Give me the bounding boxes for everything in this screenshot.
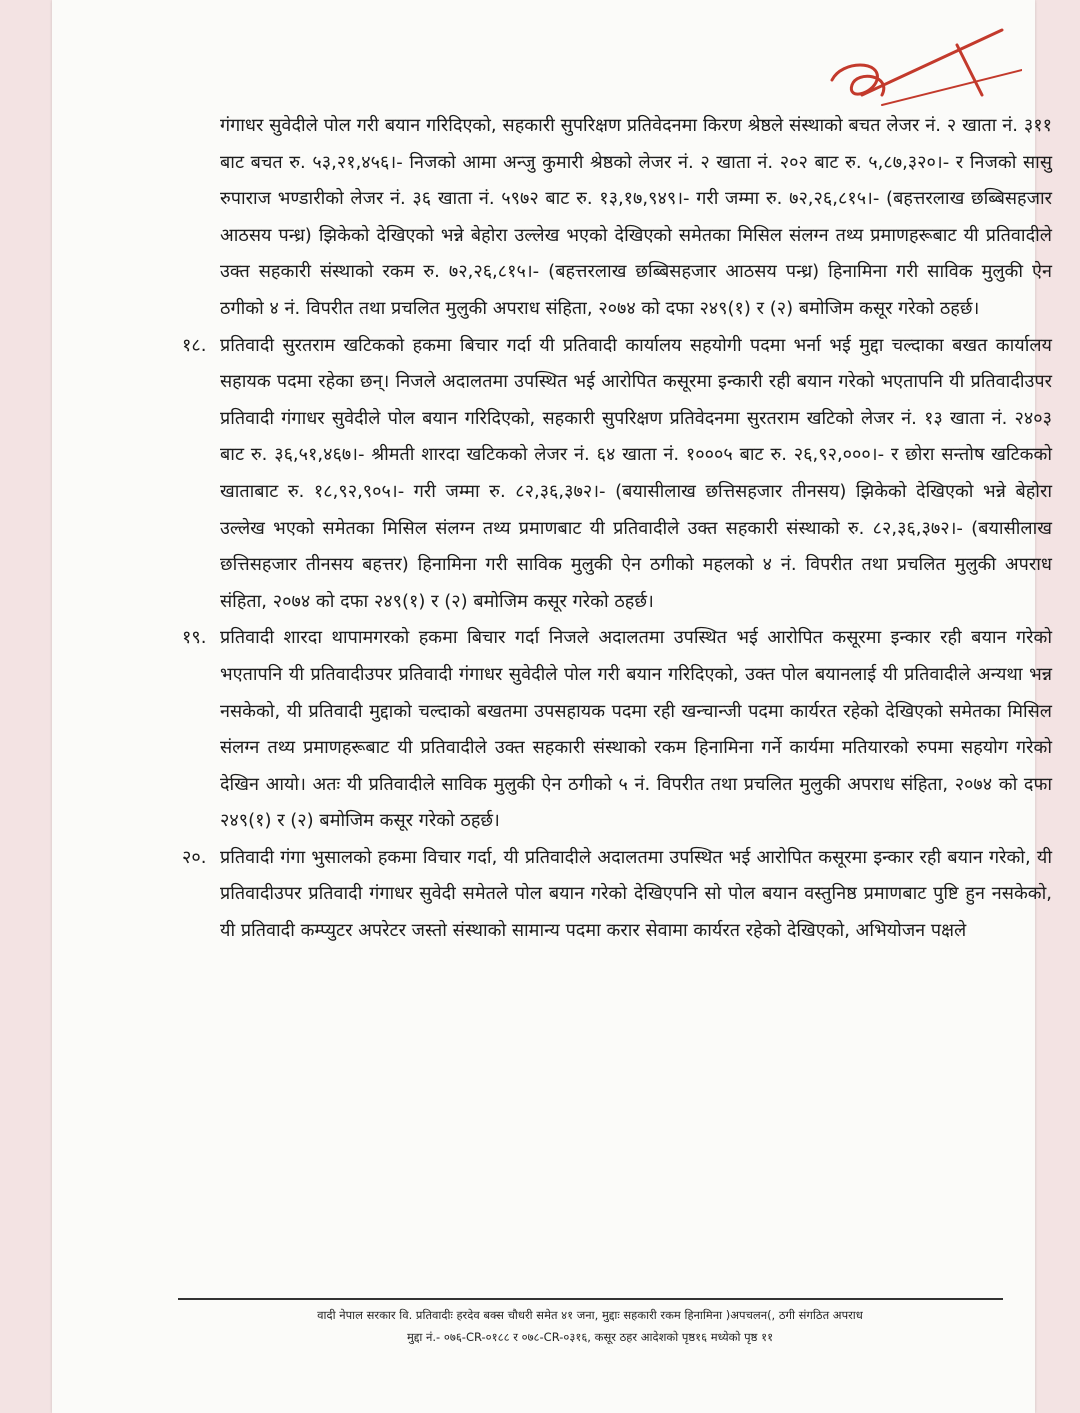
paragraph-text: प्रतिवादी गंगा भुसालको हकमा विचार गर्दा, यी प्रतिवादीले अदालतमा उपस्थित भई आरोपित कसूरमा इन्कार रही बयान गरेको, यी प्रतिवादीउपर प्रतिवादी गंगाधर सुवेदी समेतले पोल बयान गरेको देखिएपनि सो पोल बयान वस्तुनिष्ठ प्रमाणबाट पुष्टि हुन नसकेको, यी प्रतिवादी कम्प्युटर अपरेटर जस्तो संस्थाको सामान्य पदमा करार सेवामा कार्यरत रहेको देखिएको, अभियोजन पक्षले: [220, 846, 1052, 942]
footer-case-parties: वादी नेपाल सरकार वि. प्रतिवादीः हरदेव बक्स चौधरी समेत ४१ जना, मुद्दाः सहकारी रकम हिनामिना )अपचलन(, ठगी संगठित अपराध: [317, 1308, 863, 1322]
paragraph-18: [172, 328, 1052, 621]
signature-mark: [822, 20, 1022, 120]
paragraph-text: प्रतिवादी सुरतराम खटिकको हकमा बिचार गर्दा यी प्रतिवादी कार्यालय सहयोगी पदमा भर्ना भई मुद्दा चल्दाका बखत कार्यालय सहायक पदमा रहेका छन्। निजले अदालतमा उपस्थित भई आरोपित कसूरमा इन्कारी रही बयान गरेको भएतापनि यी प्रतिवादीउपर प्रतिवादी गंगाधर सुवेदीले पोल बयान गरिदिएको, सहकारी सुपरिक्षण प्रतिवेदनमा सुरतराम खटिको लेजर नं. १३ खाता नं. २४०३ बाट रु. ३६,५१,४६७।- श्रीमती शारदा खटिकको लेजर नं. ६४ खाता नं. १०००५ बाट रु. २६,९२,०००।- र छोरा सन्तोष खटिकको खाताबाट रु. १८,९२,९०५।- गरी जम्मा रु. ८२,३६,३७२।- (बयासीलाख छत्तिसहजार तीनसय) झिकेको देखिएको भन्ने बेहोरा उल्लेख भएको समेतका मिसिल संलग्न तथ्य प्रमाणबाट यी प्रतिवादीले उक्त सहकारी संस्थाको रु. ८२,३६,३७२।- (बयासीलाख छत्तिसहजार तीनसय बहत्तर) हिनामिना गरी साविक मुलुकी ऐन ठगीको महलको ४ नं. विपरीत तथा प्रचलित मुलुकी अपराध संहिता, २०७४ को दफा २४९(१) र (२) बमोजिम कसूर गरेको ठहर्छ।: [220, 334, 1052, 612]
paragraph-19: [172, 620, 1052, 840]
paragraph-20: [172, 840, 1052, 950]
paragraph-text: प्रतिवादी शारदा थापामगरको हकमा बिचार गर्दा निजले अदालतमा उपस्थित भई आरोपित कसूरमा इन्कार रही बयान गरेको भएतापनि यी प्रतिवादीउपर प्रतिवादी गंगाधर सुवेदीले पोल गरी बयान गरिदिएको, उक्त पोल बयानलाई यी प्रतिवादीले अन्यथा भन्न नसकेको, यी प्रतिवादी मुद्दाको चल्दाको बखतमा उपसहायक पदमा रही खन्चान्जी पदमा कार्यरत रहेको देखिएको समेतका मिसिल संलग्न तथ्य प्रमाणहरूबाट यी प्रतिवादीले उक्त सहकारी संस्थाको रकम हिनामिना गर्ने कार्यमा मतियारको रुपमा सहयोग गरेको देखिन आयो। अतः यी प्रतिवादीले साविक मुलुकी ऐन ठगीको ५ नं. विपरीत तथा प्रचलित मुलुकी अपराध संहिता, २०७४ को दफा २४९(१) र (२) बमोजिम कसूर गरेको ठहर्छ।: [220, 627, 1052, 832]
paragraph-number: २०.: [182, 846, 207, 868]
footer-case-number: मुद्दा नं.- ०७६-CR-०१८८ र ०७८-CR-०३१६, कसूर ठहर आदेशको पृष्ठ१६ मध्येको पृष्ठ ११: [406, 1330, 774, 1344]
paragraph-number: १९.: [182, 627, 207, 649]
paragraph-number: १८.: [182, 334, 207, 356]
page-footer: [180, 1304, 1000, 1348]
intro-paragraph: गंगाधर सुवेदीले पोल गरी बयान गरिदिएको, सहकारी सुपरिक्षण प्रतिवेदनमा किरण श्रेष्ठले संस्थाको बचत लेजर नं. २ खाता नं. ३११ बाट बचत रु. ५३,२१,४५६।- निजको आमा अन्जु कुमारी श्रेष्ठको लेजर नं. २ खाता नं. २०२ बाट रु. ५,८७,३२०।- र निजको सासु रुपाराज भण्डारीको लेजर नं. ३६ खाता नं. ५९७२ बाट रु. १३,१७,९४९।- गरी जम्मा रु. ७२,२६,८१५।- (बहत्तरलाख छब्बिसहजार आठसय पन्ध्र) झिकेको देखिएको भन्ने बेहोरा उल्लेख भएको देखिएको समेतका मिसिल संलग्न तथ्य प्रमाणहरूबाट यी प्रतिवादीले उक्त सहकारी संस्थाको रकम रु. ७२,२६,८१५।- (बहत्तरलाख छब्बिसहजार आठसय पन्ध्र) हिनामिना गरी साविक मुलुकी ऐन ठगीको ४ नं. विपरीत तथा प्रचलित मुलुकी अपराध संहिता, २०७४ को दफा २४९(१) र (२) बमोजिम कसूर गरेको ठहर्छ।: [220, 115, 1052, 319]
document-page: [52, 0, 1052, 1413]
footer-divider: [178, 1298, 1003, 1300]
document-body: [172, 108, 1052, 950]
